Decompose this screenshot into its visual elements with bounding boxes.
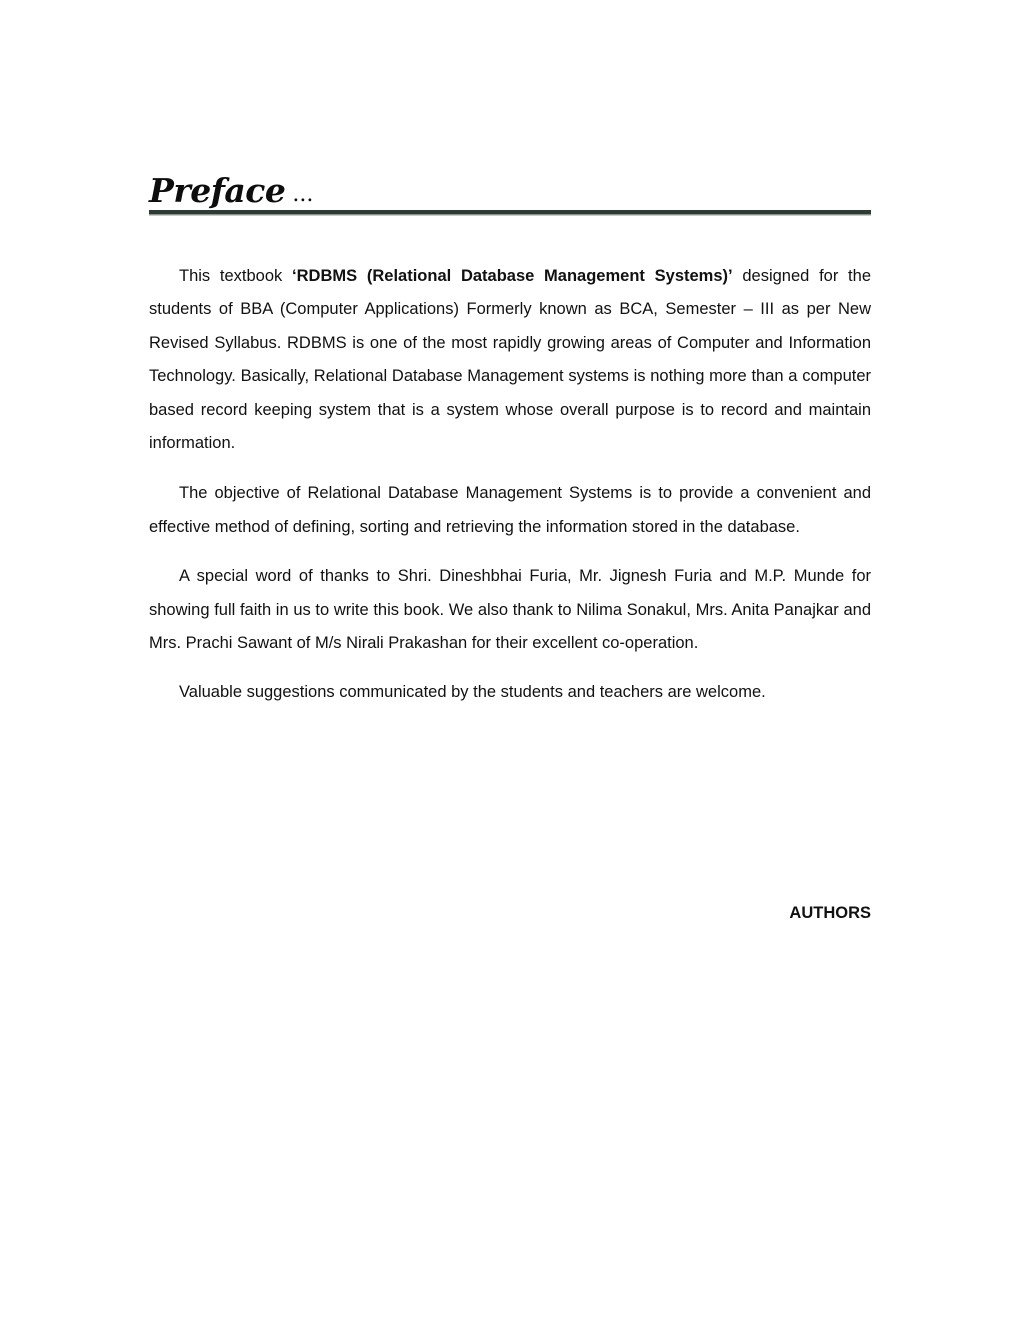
intro-body-text: designed for the students of BBA (Computer Applications) Formerly known as BCA, Semester – III as per New Revised Syllabus. RDBMS is one of the most rapidly growing areas of Computer and Information Technology. Basically, Relational Database Management systems is nothing more than a computer based record keeping system that is a system whose overall purpose is to record and maintain information. — [149, 267, 871, 453]
preface-heading — [149, 168, 871, 210]
title-ellipsis: ... — [292, 182, 314, 207]
paragraph-suggestions: Valuable suggestions communicated by the students and teachers are welcome. — [179, 683, 766, 702]
preface-page — [149, 168, 871, 922]
page-title: Preface — [149, 171, 286, 210]
paragraph-intro — [149, 260, 871, 460]
paragraph-acknowledgements: A special word of thanks to Shri. Dineshbhai Furia, Mr. Jignesh Furia and M.P. Munde for showing full faith in us to write this book. We also thank to Nilima Sonakul, Mrs. Anita Panajkar and Mrs. Prachi Sawant of M/s Nirali Prakashan for their excellent co-operation. — [149, 567, 871, 653]
authors-signature: AUTHORS — [789, 904, 871, 922]
book-title: ‘RDBMS (Relational Database Management Systems)’ — [292, 267, 733, 285]
heading-divider — [149, 210, 871, 215]
intro-lead-text: This textbook — [179, 267, 293, 285]
paragraph-objective: The objective of Relational Database Management Systems is to provide a convenient and effective method of defining, sorting and retrieving the information stored in the database. — [149, 484, 871, 536]
